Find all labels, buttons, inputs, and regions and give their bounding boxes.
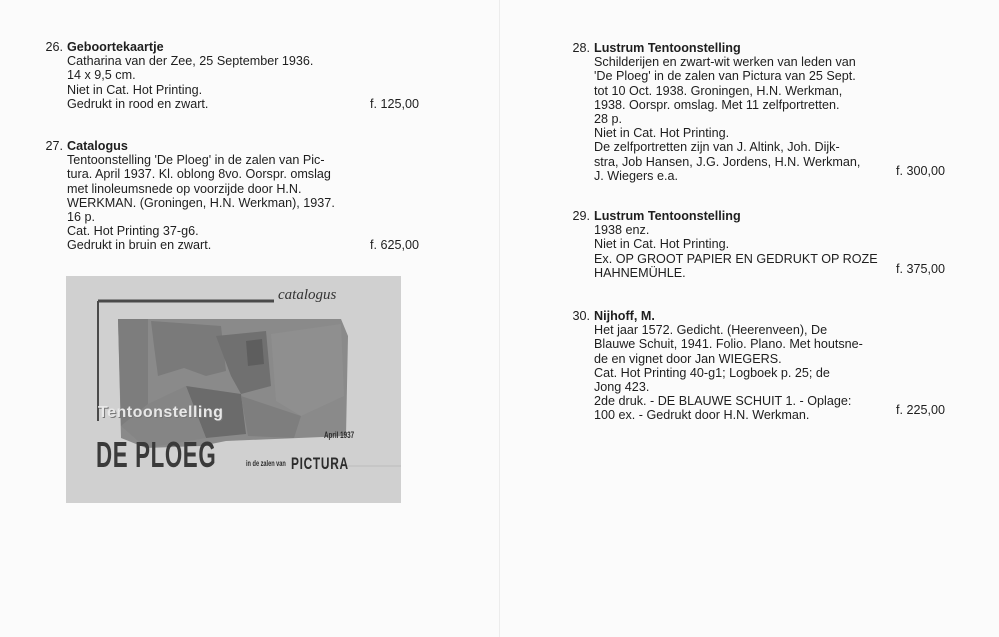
entry-line: Niet in Cat. Hot Printing.: [67, 82, 203, 97]
entry-line: Blauwe Schuit, 1941. Folio. Plano. Met houtsne-: [594, 337, 863, 352]
entry-line: Gedrukt in bruin en zwart.: [67, 238, 212, 253]
entry-line: J. Wiegers e.a.: [594, 168, 678, 183]
entry-line: met linoleumsnede op voorzijde door H.N.: [67, 181, 302, 196]
entry-title: Geboortekaartje: [67, 40, 164, 54]
catalog-entry-28: [572, 41, 946, 183]
catalog-entry-26: [45, 40, 420, 111]
cover-de-ploeg-text: DE PLOEG: [96, 434, 217, 475]
entry-line: 'De Ploeg' in de zalen van Pictura van 25 Sept.: [594, 69, 856, 84]
entry-price: f. 125,00: [370, 96, 420, 111]
entry-number: 29.: [572, 209, 590, 223]
cover-catalogus-text: catalogus: [278, 287, 337, 303]
entry-line: 14 x 9,5 cm.: [67, 68, 136, 83]
entry-line: Cat. Hot Printing 37-g6.: [67, 224, 199, 239]
entry-line: Niet in Cat. Hot Printing.: [594, 126, 730, 141]
entry-line: De zelfportretten zijn van J. Altink, Joh. Dijk-: [594, 140, 840, 155]
entry-line: 1938 enz.: [594, 223, 650, 238]
entry-line: Tentoonstelling 'De Ploeg' in de zalen van Pic-: [67, 153, 325, 168]
entry-price: f. 375,00: [896, 262, 946, 276]
catalog-entry-30: [572, 309, 946, 423]
entry-line: 28 p.: [594, 112, 623, 127]
cover-pictura-text: PICTURA: [291, 454, 349, 473]
catalogus-cover-image: [66, 276, 401, 503]
entry-line: HAHNEMÜHLE.: [594, 265, 686, 280]
entry-title: Catalogus: [67, 139, 128, 153]
entry-title: Lustrum Tentoonstelling: [594, 41, 741, 55]
entry-line: Schilderijen en zwart-wit werken van leden van: [594, 55, 856, 70]
entry-number: 27.: [45, 139, 63, 153]
entry-line: Niet in Cat. Hot Printing.: [594, 237, 730, 252]
entry-line: Catharina van der Zee, 25 September 1936.: [67, 54, 314, 69]
catalog-entry-27: [45, 139, 420, 253]
entry-price: f. 625,00: [370, 238, 420, 253]
entry-line: WERKMAN. (Groningen, H.N. Werkman), 1937.: [67, 195, 335, 210]
entry-price: f. 300,00: [896, 164, 946, 178]
entry-line: stra, Job Hansen, J.G. Jordens, H.N. Werkman,: [594, 154, 861, 169]
entry-line: Gedrukt in rood en zwart.: [67, 96, 209, 111]
page-fold: [499, 0, 500, 637]
entry-price: f. 225,00: [896, 403, 946, 417]
cover-tentoonstelling-text: Tentoonstelling: [98, 404, 224, 421]
entry-number: 30.: [572, 309, 590, 323]
entry-line: de en vignet door Jan WIEGERS.: [594, 351, 782, 366]
entry-line: Het jaar 1572. Gedicht. (Heerenveen), De: [594, 323, 828, 338]
entry-line: Cat. Hot Printing 40-g1; Logboek p. 25; de: [594, 365, 830, 380]
catalog-entry-29: [572, 209, 946, 280]
entry-line: 100 ex. - Gedrukt door H.N. Werkman.: [594, 408, 810, 423]
entry-line: Jong 423.: [594, 380, 650, 395]
cover-venue-text: in de zalen van: [246, 459, 286, 468]
entry-line: 1938. Oorspr. omslag. Met 11 zelfportretten.: [594, 97, 840, 112]
entry-line: 2de druk. - DE BLAUWE SCHUIT 1. - Oplage:: [594, 394, 852, 409]
entry-line: tot 10 Oct. 1938. Groningen, H.N. Werkman,: [594, 83, 843, 98]
entry-title: Nijhoff, M.: [594, 309, 655, 323]
entry-line: tura. April 1937. Kl. oblong 8vo. Oorspr. omslag: [67, 167, 331, 182]
entry-line: 16 p.: [67, 210, 96, 225]
entry-title: Lustrum Tentoonstelling: [594, 209, 741, 223]
entry-number: 26.: [45, 40, 63, 54]
cover-date-text: April 1937: [324, 430, 355, 440]
entry-line: Ex. OP GROOT PAPIER EN GEDRUKT OP ROZE: [594, 251, 878, 266]
entry-number: 28.: [572, 41, 590, 55]
